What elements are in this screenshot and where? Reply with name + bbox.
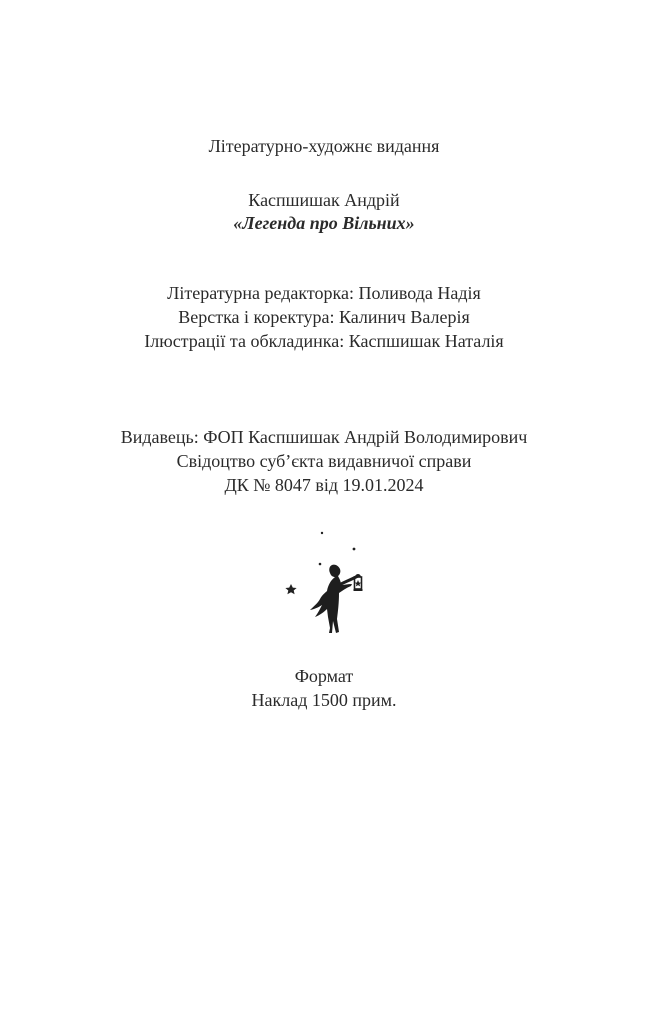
girl-with-lantern-icon: [278, 525, 388, 640]
publisher-certificate-number: ДК № 8047 від 19.01.2024: [224, 475, 424, 495]
layout-credit: Верстка і коректура: Калинич Валерія: [178, 307, 470, 327]
sky-dot-icon: [319, 563, 322, 566]
publisher-certificate: Свідоцтво суб’єкта видавничої справи: [176, 451, 472, 471]
girl-silhouette: [310, 565, 352, 633]
author-name: Каспшишак Андрій: [248, 190, 400, 210]
sky-dot-icon: [321, 532, 323, 534]
publisher-name: Видавець: ФОП Каспшишак Андрій Володимирович: [120, 427, 528, 447]
format-label: Формат: [294, 666, 354, 686]
edition-type: Літературно-художнє видання: [208, 136, 440, 156]
book-title: «Легенда про Вільних»: [233, 213, 415, 233]
illustrations-credit: Ілюстрації та обкладинка: Каспшишак Наталія: [144, 331, 504, 351]
editor-credit: Літературна редакторка: Поливода Надія: [167, 283, 481, 303]
print-run: Наклад 1500 прим.: [251, 690, 397, 710]
sky-dot-icon: [353, 548, 356, 551]
star-icon: [285, 584, 296, 594]
